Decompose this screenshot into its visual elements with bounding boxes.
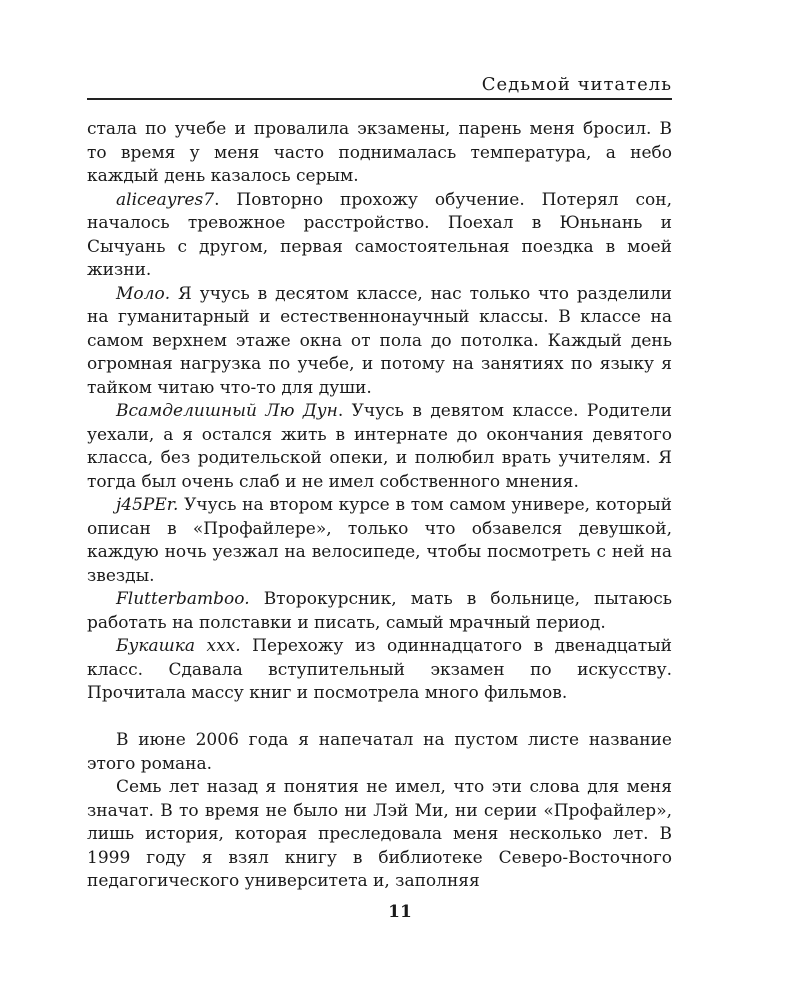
reader-nickname: aliceayres7	[116, 189, 215, 210]
reader-nickname: Букашка xxx.	[116, 636, 241, 656]
reader-entry-text: Перехожу из одиннадцатого в двенадцатый класс. Сдавала вступительный экзамен по искусству. Прочитала массу книг и посмотрела много фильмов.	[87, 636, 672, 703]
reader-nickname: Всамделишный Лю Дун	[116, 401, 338, 421]
reader-entry-text: Я учусь в десятом классе, нас только что разделили на гуманитарный и естественнонаучный классы. В классе на самом верхнем этаже окна от пола до потолка. Каждый день огромная нагрузка по учебе, и потому на занятиях по языку я тайком читаю что-то для души.	[87, 283, 672, 398]
paragraph-text: стала по учебе и провалила экзамены, парень меня бросил. В то время у меня часто поднималась температура, а небо каждый день казалось серым.	[87, 119, 672, 186]
reader-nickname: Flutterbamboo.	[116, 589, 250, 609]
reader-entry	[87, 494, 672, 588]
reader-entry-text: Учусь на втором курсе в том самом универе, который описан в «Профайлере», только что обзавелся девушкой, каждую ночь уезжал на велосипеде, чтобы посмотреть с ней на звезды.	[87, 495, 672, 586]
reader-nickname: Моло.	[116, 283, 171, 304]
paragraph	[87, 776, 672, 894]
reader-entry-text: . Учусь в девятом классе. Родители уехали, а я остался жить в интернате до окончания девятого класса, без родительской опеки, и полюбил врать учителям. Я тогда был очень слаб и не имел собственного мнения.	[87, 401, 672, 492]
reader-entry	[87, 588, 672, 635]
paragraph	[87, 118, 672, 189]
reader-entry-text: Второкурсник, мать в больнице, пытаюсь работать на полставки и писать, самый мрачный период.	[87, 589, 672, 633]
paragraph	[87, 729, 672, 776]
reader-entry	[87, 400, 672, 494]
paragraph-text: Семь лет назад я понятия не имел, что эти слова для меня значат. В то время не было ни Лэй Ми, ни серии «Профайлер», лишь история, которая преследовала меня несколько лет. В 1999 году я взял книгу в библиотеке Северо-Восточного педагогического университета и, заполняя	[87, 777, 672, 891]
page-body	[87, 118, 672, 894]
reader-nickname: j45PEr.	[116, 495, 179, 515]
running-title: Седьмой читатель	[481, 74, 672, 95]
reader-entry	[87, 283, 672, 401]
running-header	[87, 72, 672, 100]
page-number: 11	[388, 902, 412, 922]
reader-entry	[87, 189, 672, 283]
reader-entry	[87, 635, 672, 706]
reader-entry-text: . Повторно прохожу обучение. Потерял сон, началось тревожное расстройство. Поехал в Юньнань и Сычуань с другом, первая самостоятельная поездка в моей жизни.	[87, 189, 672, 280]
paragraph-text: В июне 2006 года я напечатал на пустом листе название этого романа.	[87, 730, 672, 774]
